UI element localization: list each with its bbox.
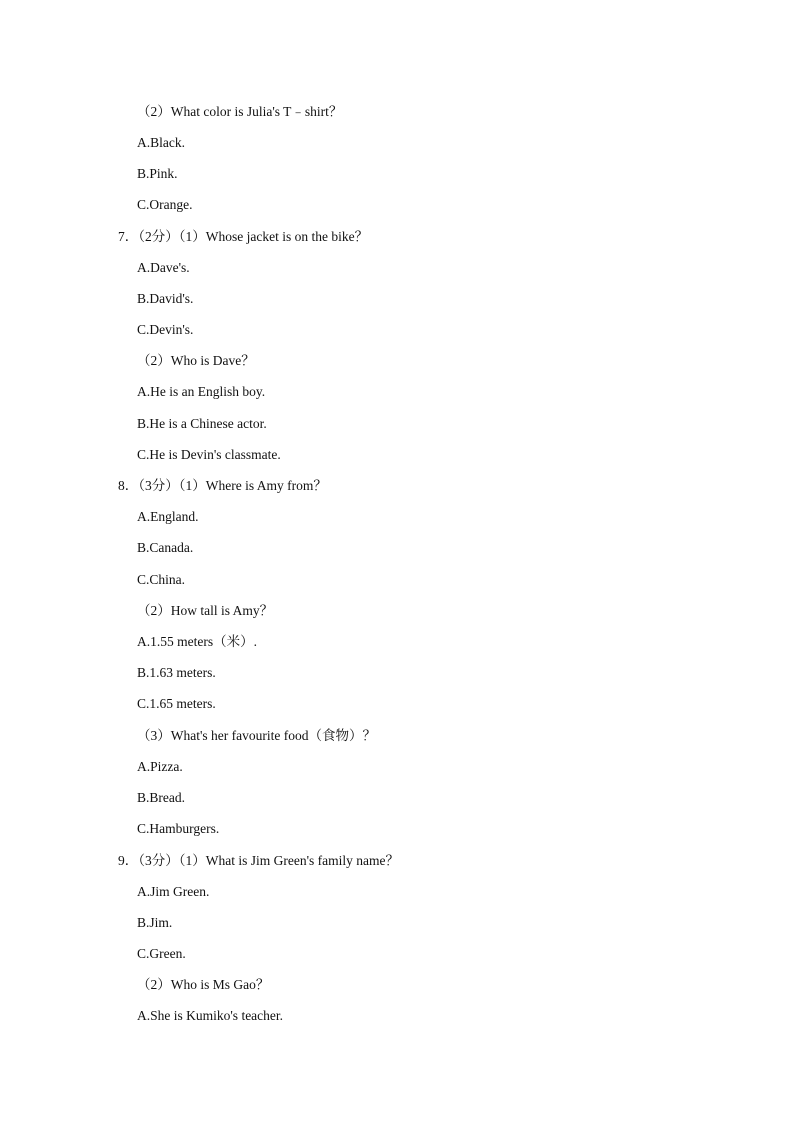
q8-sub3-option-a: A.Pizza. [137,759,183,774]
q6-sub2-option-a: A.Black. [137,135,185,150]
q8-sub3-prompt: （3）What's her favourite food（食物）？ [137,728,377,743]
q8-header: 8．（3分）（1）Where is Amy from？ [118,478,327,493]
q6-sub2-prompt: （2）What color is Julia's T﹣shirt？ [137,104,343,119]
q8-sub1-option-c: C.China. [137,572,186,587]
q9-sub1-option-b: B.Jim. [137,915,173,930]
q7-sub2-option-b: B.He is a Chinese actor. [137,416,267,431]
q7-sub2-option-c: C.He is Devin's classmate. [137,447,281,462]
q8-sub3-option-c: C.Hamburgers. [137,821,220,836]
q7-sub1-option-c: C.Devin's. [137,322,194,337]
q7-sub1-option-a: A.Dave's. [137,260,190,275]
q8-sub3-option-b: B.Bread. [137,790,185,805]
q9-sub1-option-c: C.Green. [137,946,186,961]
q7-sub2-option-a: A.He is an English boy. [137,384,266,399]
q7-sub1-option-b: B.David's. [137,291,194,306]
q7-header: 7．（2分）（1）Whose jacket is on the bike？ [118,229,369,244]
q6-sub2-option-c: C.Orange. [137,197,193,212]
q8-sub1-option-b: B.Canada. [137,540,194,555]
q9-header: 9．（3分）（1）What is Jim Green's family name？ [118,853,400,868]
q8-sub2-option-a: A.1.55 meters（米）. [137,634,257,649]
q8-sub1-option-a: A.England. [137,509,199,524]
q8-sub2-option-b: B.1.63 meters. [137,665,216,680]
q7-sub2-prompt: （2）Who is Dave？ [137,353,255,368]
q9-sub2-option-a: A.She is Kumiko's teacher. [137,1008,284,1023]
q9-sub2-prompt: （2）Who is Ms Gao？ [137,977,270,992]
q8-sub2-option-c: C.1.65 meters. [137,696,216,711]
q6-sub2-option-b: B.Pink. [137,166,178,181]
q9-sub1-option-a: A.Jim Green. [137,884,210,899]
q8-sub2-prompt: （2）How tall is Amy？ [137,603,274,618]
